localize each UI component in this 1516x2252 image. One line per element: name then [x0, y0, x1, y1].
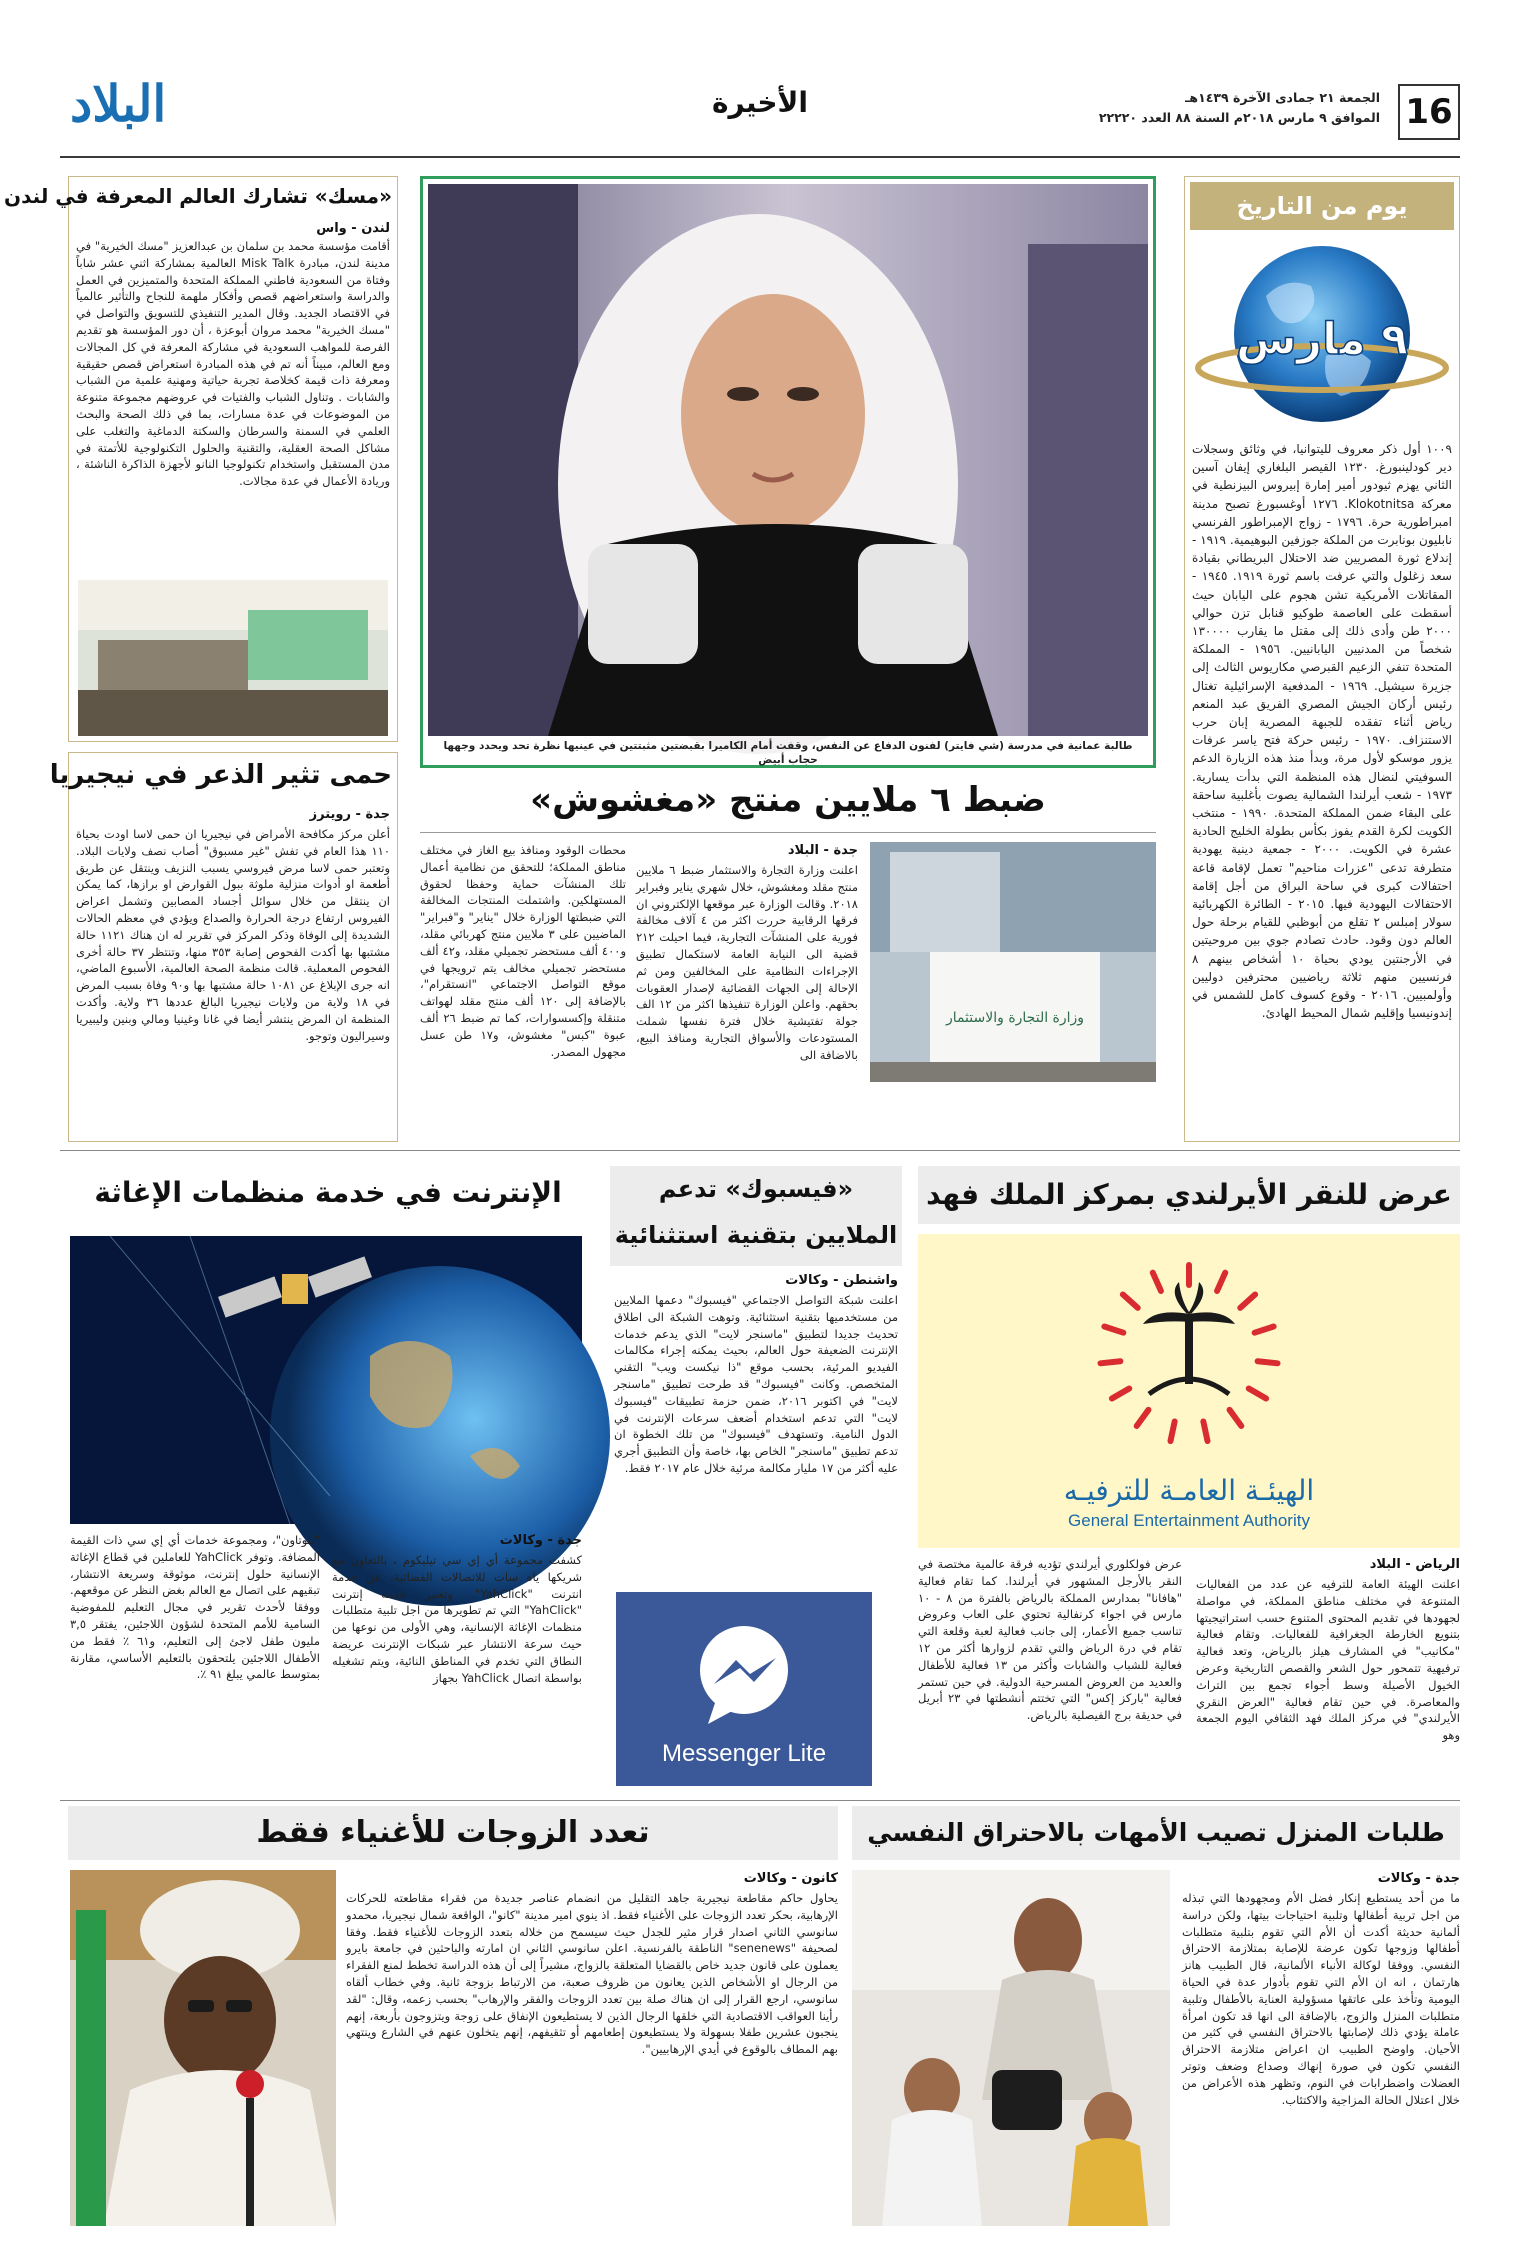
newspaper-logo[interactable]: البلاد [70, 74, 167, 133]
header-rule [60, 156, 1460, 158]
gea-logo-english: General Entertainment Authority [1068, 1511, 1310, 1530]
main-photo [428, 184, 1148, 736]
history-text: ١٠٠٩ أول ذكر معروف لليتوانيا، في وثائق وسجلات دير كودلينبورغ. ١٢٣٠ القيصر البلغاري إيفان آسين الثاني يهزم ثيودور أمير إمارة إبيروس البيزنطية في معركة Klokotnitsa. ١٢٧٦ أوغسبورغ تصبح مدينة امبراطورية حرة. ١٧٩٦ - زواج الإمبراطور الفرنسي نابليون بونابرت من الملكة جوزفين البوهيمية. ١٩١٩ - إندلاع ثورة المصريين ضد الاحتلال البريطاني بقيادة سعد زغلول والتي عرفت باسم ثورة ١٩١٩. ١٩٤٥ - المقاتلات الأمريكية تشن هجوم على اليابان حيث أسقطت على العاصمة طوكيو قنابل تزن حوالي ٢٠٠٠ طن وأدى ذلك إلى مقتل ما يقارب ١٣٠٠٠٠ شخصاً من المدنيين اليابانيين. ١٩٥٦ - المملكة المتحدة تنفي الزعيم القبرصي مكاريوس الثالث إلى جزيرة سيشيل. ١٩٦٩ - المدفعية الإسرائيلية تغتال رئيس أركان الجيش المصري الفريق عبد المنعم رياض أثناء تفقده للجبهة المصرية إبان حرب الاستنزاف. ١٩٧٠ - رئيس حركة فتح ياسر عرفات يزور موسكو لأول مرة، وبدأ منذ هذه الزيارة الدعم السوفيتي لنضال هذه المنظمة التي بدأت يسارية. ١٩٧٣ - شعب أيرلندا الشمالية يصوت بأغلبية ساحقة على البقاء ضمن المملكة المتحدة. ١٩٩٠ - منتخب الكويت لكرة القدم يفوز بكأس بطولة الخليج الحادية عشرة في الكويت. ٢٠٠٠ - جمعية دينية يهودية متطرفة تدعى "عزرات مناحيم" تعمل لإقامة قاعة احتفالات كبرى في ساحة البراق من أجل إقامة الاحتفالات اليهودية فيها. ٢٠١٥ - الطائرة الكهربائية سولار إمبلس ٢ تقلع من أبوظبي للقيام برحلة حول العالم دون وقود. حادث تصادم جوي بين مروحيتين في الأرجنتين يودي بحياة ١٠ أشخاص بينهم ٨ فرنسيين منهم ثلاثة رياضيين محترفين دوليين وأولمبيين. ٢٠١٦ - وقوع كسوف كامل للشمس في إندونيسيا وإقليم شمال المحيط الهادئ. [1192, 442, 1453, 1021]
internet-headline: الإنترنت في خدمة منظمات الإغاثة [94, 1176, 562, 1209]
satellite-earth-image [70, 1236, 582, 1524]
mother-children-photo [852, 1870, 1170, 2226]
facebook-headline-line1: «فيسبوك» تدعم [658, 1175, 854, 1203]
nigeria-fever-text: أعلن مركز مكافحة الأمراض في نيجيريا ان حمى لاسا اودت بحياة ١١٠ هذا العام في تفش "غير مسبوق" أصاب نصف ولايات البلاد. وتعتبر حمى لاسا مرض فيروسي يسبب النزيف وينتقل عن طريق أطعمة او أدوات منزلية ملوثة ببول القوارض او برازها، كما يمكن ان ينتقل من خلال سوائل أجساد المصابين وتشمل اعراض الفيروس ارتفاع درجة الحرارة والصداع ويؤدي في معظم الحالات الشديدة إلى الوفاة وذكر المركز في تقرير له ان هناك ١١٢١ حالة مشتبها بها أكدت الفحوص إصابة ٣٥٣ منها، وتنتظر ٣٧ حالة أخرى الفحوص المعملية. قالت منظمة الصحة العالمية، الأسبوع الماضي، انه جرى الإبلاغ عن ١٠٨١ حالة مشتبها بها و٩٠ وفاة بسبب المرض في ١٨ ولاية من ولايات نيجيريا البالغ عددها ٣٦ ولاية. وأكدت المنظمة ان المرض ينتشر أيضا في غانا وغينيا ومالي وبنين وليبيريا وسيراليون وتوجو. [76, 827, 391, 1043]
gea-logo-arabic: الهيئـة العامـة للترفيـه [1063, 1474, 1315, 1507]
misk-headline: «مسك» تشارك العالم المعرفة في لندن [4, 184, 392, 208]
facebook-headline-box [610, 1166, 902, 1266]
internet-byline: جدة - وكالات [499, 1533, 582, 1548]
svg-text:وزارة التجارة والاستثمار: وزارة التجارة والاستثمار [945, 1010, 1085, 1026]
section-divider-2 [60, 1800, 1460, 1801]
globe-date: ٩ مارس [1236, 314, 1408, 365]
polygamy-byline: كانون - وكالات [743, 1871, 838, 1886]
page-number: 16 [1398, 84, 1460, 140]
irish-show-headline: عرض للنقر الأيرلندي بمركز الملك فهد [918, 1166, 1460, 1224]
facebook-byline: واشنطن - وكالات [785, 1273, 898, 1288]
history-title: يوم من التاريخ [1190, 182, 1454, 230]
fake-products-rule [420, 832, 1156, 833]
nigeria-fever-headline: حمى تثير الذعر في نيجيريا [49, 760, 392, 790]
facebook-text: اعلنت شبكة التواصل الاجتماعي "فيسبوك" دعمها الملايين من مستخدميها بتقنية استثنائية. وتوهت الشبكة الى اطلاق تحديث جديدا لتطبيق "ماسنجر لايت" الذي يدعم خدمات الإنترنت الضعيفة حول العالم، بحيث يمكنه إجراء مكالمات الفيديو المرئية، بحسب موقع "ذا نيكست ويب" التقني المتخصص. وكانت "فيسبوك" قد طرحت تطبيق "ماسنجر لايت" في اكتوبر ٢٠١٦، ضمن حزمة تطبيقات "فيسبوك لايت" التي تدعم استخدام أضعف سرعات الإنترنت في الدول النامية. وتستهدف "فيسبوك" من تلك الخطوة ان تدعم تطبيق "ماسنجر" الخاص بها، خاصة وأن التطبيق أجري عليه أكثر من ١٧ مليار مكالمة مرئية خلال عام ٢٠١٧ فقط. [614, 1293, 898, 1475]
fake-products-text-left: محطات الوقود ومنافذ بيع الغاز في مختلف مناطق المملكة؛ للتحقق من نظامية أعمال تلك المنشآت حماية وحفظا لحقوق المستهلكين. واشتملت المنتجات المخالفة التي ضبطتها الوزارة خلال "يناير" و"فبراير" الماضيين على ٣ ملايين منتج كهربائي مقلد، و٤٠٠ ألف مستحضر تجميلي مقلد، و٤٢ ألف مستحضر تجميلي مخالف يتم ترويجها في موقع التواصل الاجتماعي "انستقرام"، بالإضافة إلى ١٢٠ ألف منتج مقلد لهواتف متنقلة وإكسسوارات، كما تم ضبط ٢٦ ألف عبوة "كبس" مغشوش، و١٧ طن عسل مجهول المصدر. [420, 843, 627, 1059]
hijri-date: الجمعة ٢١ جمادى الآخرة ١٤٣٩هـ [1185, 90, 1380, 105]
fake-products-text-right: اعلنت وزارة التجارة والاستثمار ضبط ٦ ملايين منتج مقلد ومغشوش، خلال شهري يناير وفبراير ٢٠١٨. وقالت الوزارة عبر موقعها الإلكتروني ان فرقها الرقابية حررت اكثر من ٤ آلاف مخالفة فورية على المنشآت التجارية، فيما احيلت ٢١٢ قضية الى النيابة العامة لاستكمال تطبيق الإجراءات النظامية على المخالفين ومن ثم الإحالة إلى الجهات القضائية لإصدار العقوبات بحقهم. واعلن الوزارة تنفيذها اكثر من ١٢ الف جولة تفتيشية خلال فترة نفسها شملت المستودعات والأسواق التجارية ومنافذ البيع، بالاضافة الى [636, 863, 858, 1062]
misk-text: أقامت مؤسسة محمد بن سلمان بن عبدالعزيز "مسك الخيرية" في مدينة لندن، مبادرة Misk Talk العالمية بمشاركة اثني عشر شاباً وفتاة من السعودية فاطني المملكة المتحدة والمتميزين في العمل والدراسة واستعراضهم قصص وأفكار ملهمة للنجاح والتأثير عالمياً في الاقتصاد الجديد. وقال المدير التنفيذي للتسويق والتواصل في "مسك الخيرية" محمد مروان أبوعزة ، أن دور المؤسسة هو تقديم الفرصة للمواهب السعودية في مشاركة المعرفة في كل المجالات ومع العالم، مبيناً أنه تم في هذه المبادرة استعراض قصص حقيقية ومعرفة ذات قيمة كخلاصة تجربة حياتية ومهنية علمية من الشباب والشابات . وتناول الشباب والفتيات في عروضهم مجموعة متنوعة من الموضوعات في عدة مسارات، بما في ذلك الصحة والبحث العلمي في السمنة والسرطان والسكتة الدماغية والتغلب على مشاكل الصحة العقلية، والتقنية والحلول التكنولوجية للأتمتة في مدن المستقبل واستخدام تكنولوجيا النانو لأجهزة الذاكرة الناشئة ، وريادة الأعمال في عدة مجالات. [76, 239, 390, 489]
masthead [60, 74, 1460, 152]
polygamy-text: يحاول حاكم مقاطعة نيجيرية جاهد التقليل من انضمام عناصر جديدة من فقراء مقاطعته للحركات الإرهابية، بحكر تعدد الزوجات على الأغنياء فقط. اذ ينوي امير مدينة "كانو"، الواقعة شمال نيجيريا، محمدو سانوسي الثاني اصدار قرار مثير للجدل حيث سيسمح من خلاله بتعدد الزوجات للأغنياء فقط. وفقا لصحيفة "senenews" الناطقة بالفرنسية. اعلن سانوسي الثاني ان امارته والباحثين في جامعة بايرو يعملون على قانون جديد خاص بالقضايا المتعلقة بالزواج، مشيراً إلى أن هذه الدراسة تخطط لمنع الفقراء من الرجال او الأشخاص الذين يعانون من ظروف صعبة، من الارتباط بزوجة ثانية. وفي خطاب ألقاه سانوسي، ارجع القرار إلى ان هناك صلة بين تعدد الزوجات والفقر والإرهاب" بحسب زعمه، وقال: "لقد رأينا العواقب الاقتصادية التي خلقها الرجال الذين لا يستطيعون الإنفاق على زوجة ويتزوجون بأربعة، إنهم ينجبون عشرين طفلا بسهولة ولا يستطيعون إطعامهم أو تثقيفهم، إنهم يتخلون عنهم في الشارع وينتهي بهم المطاف بالوقوع في أيدي الإرهابيين". [346, 1891, 838, 2057]
section-divider [60, 1150, 1460, 1151]
history-globe-image [1196, 236, 1448, 432]
nigeria-fever-byline: جدة - رويترز [309, 807, 390, 822]
fake-products-byline: جدة - البلاد [787, 843, 858, 858]
facebook-headline-line2: الملايين بتقنية استثنائية [614, 1221, 898, 1249]
fake-products-headline: ضبط ٦ ملايين منتج «مغشوش» [530, 780, 1046, 820]
messenger-lite-logo [616, 1592, 872, 1786]
irish-show-byline: الرياض - البلاد [1369, 1557, 1460, 1572]
homework-text: ما من أحد يستطيع إنكار فضل الأم ومجهودها التي تبذله من اجل تربية أطفالها وتلبية احتياجات بيتها، ولكن دراسة ألمانية حديثة أكدت أن الأم التي تقوم بتلبية متطلبات أطفالها وزوجها تكون عرضة للإصابة بمتلازمة الاحتراق النفسي. ووفقا لوكالة الأنباء الألمانية، قال الطبيب هانز هارتمان ، انه ان الأم التي تقوم بأدوار عدة في الحياة اليومية وتأخذ على عاتقها مسؤولية العناية بالأطفال وتلبية متطلبات المنزل والزوج، بالإضافة الى انها قد تكون امرأة عاملة يؤدي ذلك لإصابتها بالاحتراق النفسي في كثير من الأحيان. واوضح الطبيب ان اعراض متلازمة الاحتراق النفسي تكون في صورة إنهاك وصداع وضعف وتوتر العضلات واضطرابات في النوم، وتظهر هذه الأعراض من خلال اعتلال الحالة المزاجية والاكتئاب. [1182, 1891, 1460, 2107]
emir-photo [70, 1870, 336, 2226]
misk-photo [78, 580, 388, 736]
homework-headline: طلبات المنزل تصيب الأمهات بالاحتراق النفسي [852, 1806, 1460, 1860]
irish-show-text-right: اعلنت الهيئة العامة للترفيه عن عدد من الفعاليات المتنوعة في مختلف مناطق المملكة، في مواصلة لجهودها في تقديم المحتوى المتنوع حسب استراتيجيتها بتنويع الخارطة الجغرافية للفعاليات. وتقام فعالية "مكانيب" في المشارف هيلز بالرياض، وتعد فعالية ترفيهية تتمحور حول الشعر والقصص التاريخية وعرض الخيول الأصيلة وسط أجواء تجمع بين التراث والمعاصرة. في حين تقام فعالية "العرض النقري الأيرلندي" في مركز الملك فهد الثقافي اليوم الجمعة وهو [1196, 1577, 1460, 1743]
internet-text-right: كشفت مجموعة أي إي سي تيليكوم ، بالتعاون مع شريكها ياه سات للاتصالات الفضائية، عن خدمة انترنت "YahClick". وتعتبر خدمة إنترنت "YahClick" التي تم تطويرها من اجل تلبية متطلبات منظمات الإغاثة الإنسانية، وهي الأولى من نوعها من حيث سرعة الانتشار عبر شبكات الإنترنت عريضة النطاق التي تخدم في المناطق النائية، ويتم تشغيله بواسطة اتصال YahClick بجهاز [332, 1553, 582, 1685]
misk-byline: لندن - واس [316, 221, 390, 236]
polygamy-headline: تعدد الزوجات للأغنياء فقط [68, 1806, 838, 1860]
date-line [1020, 88, 1380, 128]
internet-text-left: "بلوتاون"، ومجموعة خدمات أي إي سي ذات القيمة المضافة. وتوفر YahClick للعاملين في قطاع الإغاثة الإنسانية حلول إنترنت، موثوقة وسريعة الانتشار، تبقيهم على اتصال مع العالم بغض النظر عن موقعهم. ووفقا لأحدث تقرير في مجال التعليم للمفوضية السامية للأمم المتحدة لشؤون اللاجئين، يفتقر ٣,٥ مليون طفل لاجئ إلى التعليم، و٦١ ٪ فقط من الأطفال اللاجئين يلتحقون بالتعليم الأساسي، مقارنة بمتوسط عالمي يبلغ ٩١ ٪. [70, 1533, 321, 1682]
homework-byline: جدة - وكالات [1377, 1871, 1460, 1886]
section-title: الأخيرة [711, 86, 808, 119]
gregorian-date: الموافق ٩ مارس ٢٠١٨م السنة ٨٨ العدد ٢٢٢٢٠ [1098, 110, 1380, 125]
messenger-lite-label: Messenger Lite [661, 1740, 827, 1767]
gea-logo [918, 1234, 1460, 1548]
irish-show-text-left: عرض فولكلوري أيرلندي تؤديه فرقة عالمية مختصة في النقر بالأرجل المشهور في أيرلندا. كما تقام فعالية "هافانا" بمدارس المملكة بالرياض بالفترة من ٨ - ١٠ مارس في اجواء كرنفالية تحتوي على العاب وعروض تناسب جميع الأعمار، إلى جانب فعالية لعبة وقلعة التي تقام في درة الرياض والتي تقدم لزوارها أكثر من ١٢ فعالية للشباب والشابات وأكثر من ١٣ فعالية للأطفال والعديد من العروض المسرحية الدولية. في حين تستمر فعالية "باركز إكس" التي تختتم أنشطتها في ٢٣ أبريل في حديقة برج الفيصلية بالرياض. [918, 1557, 1182, 1723]
main-photo-frame [420, 176, 1156, 768]
ministry-building-photo [870, 842, 1156, 1082]
main-photo-caption: طالبة عمانية في مدرسة (شي فايتر) لفنون الدفاع عن النفس، وقفت أمام الكاميرا بقبضتين مثبتتين في عينيها نظرة تحد ويحدد وجهها حجاب أبيض [443, 740, 1133, 766]
